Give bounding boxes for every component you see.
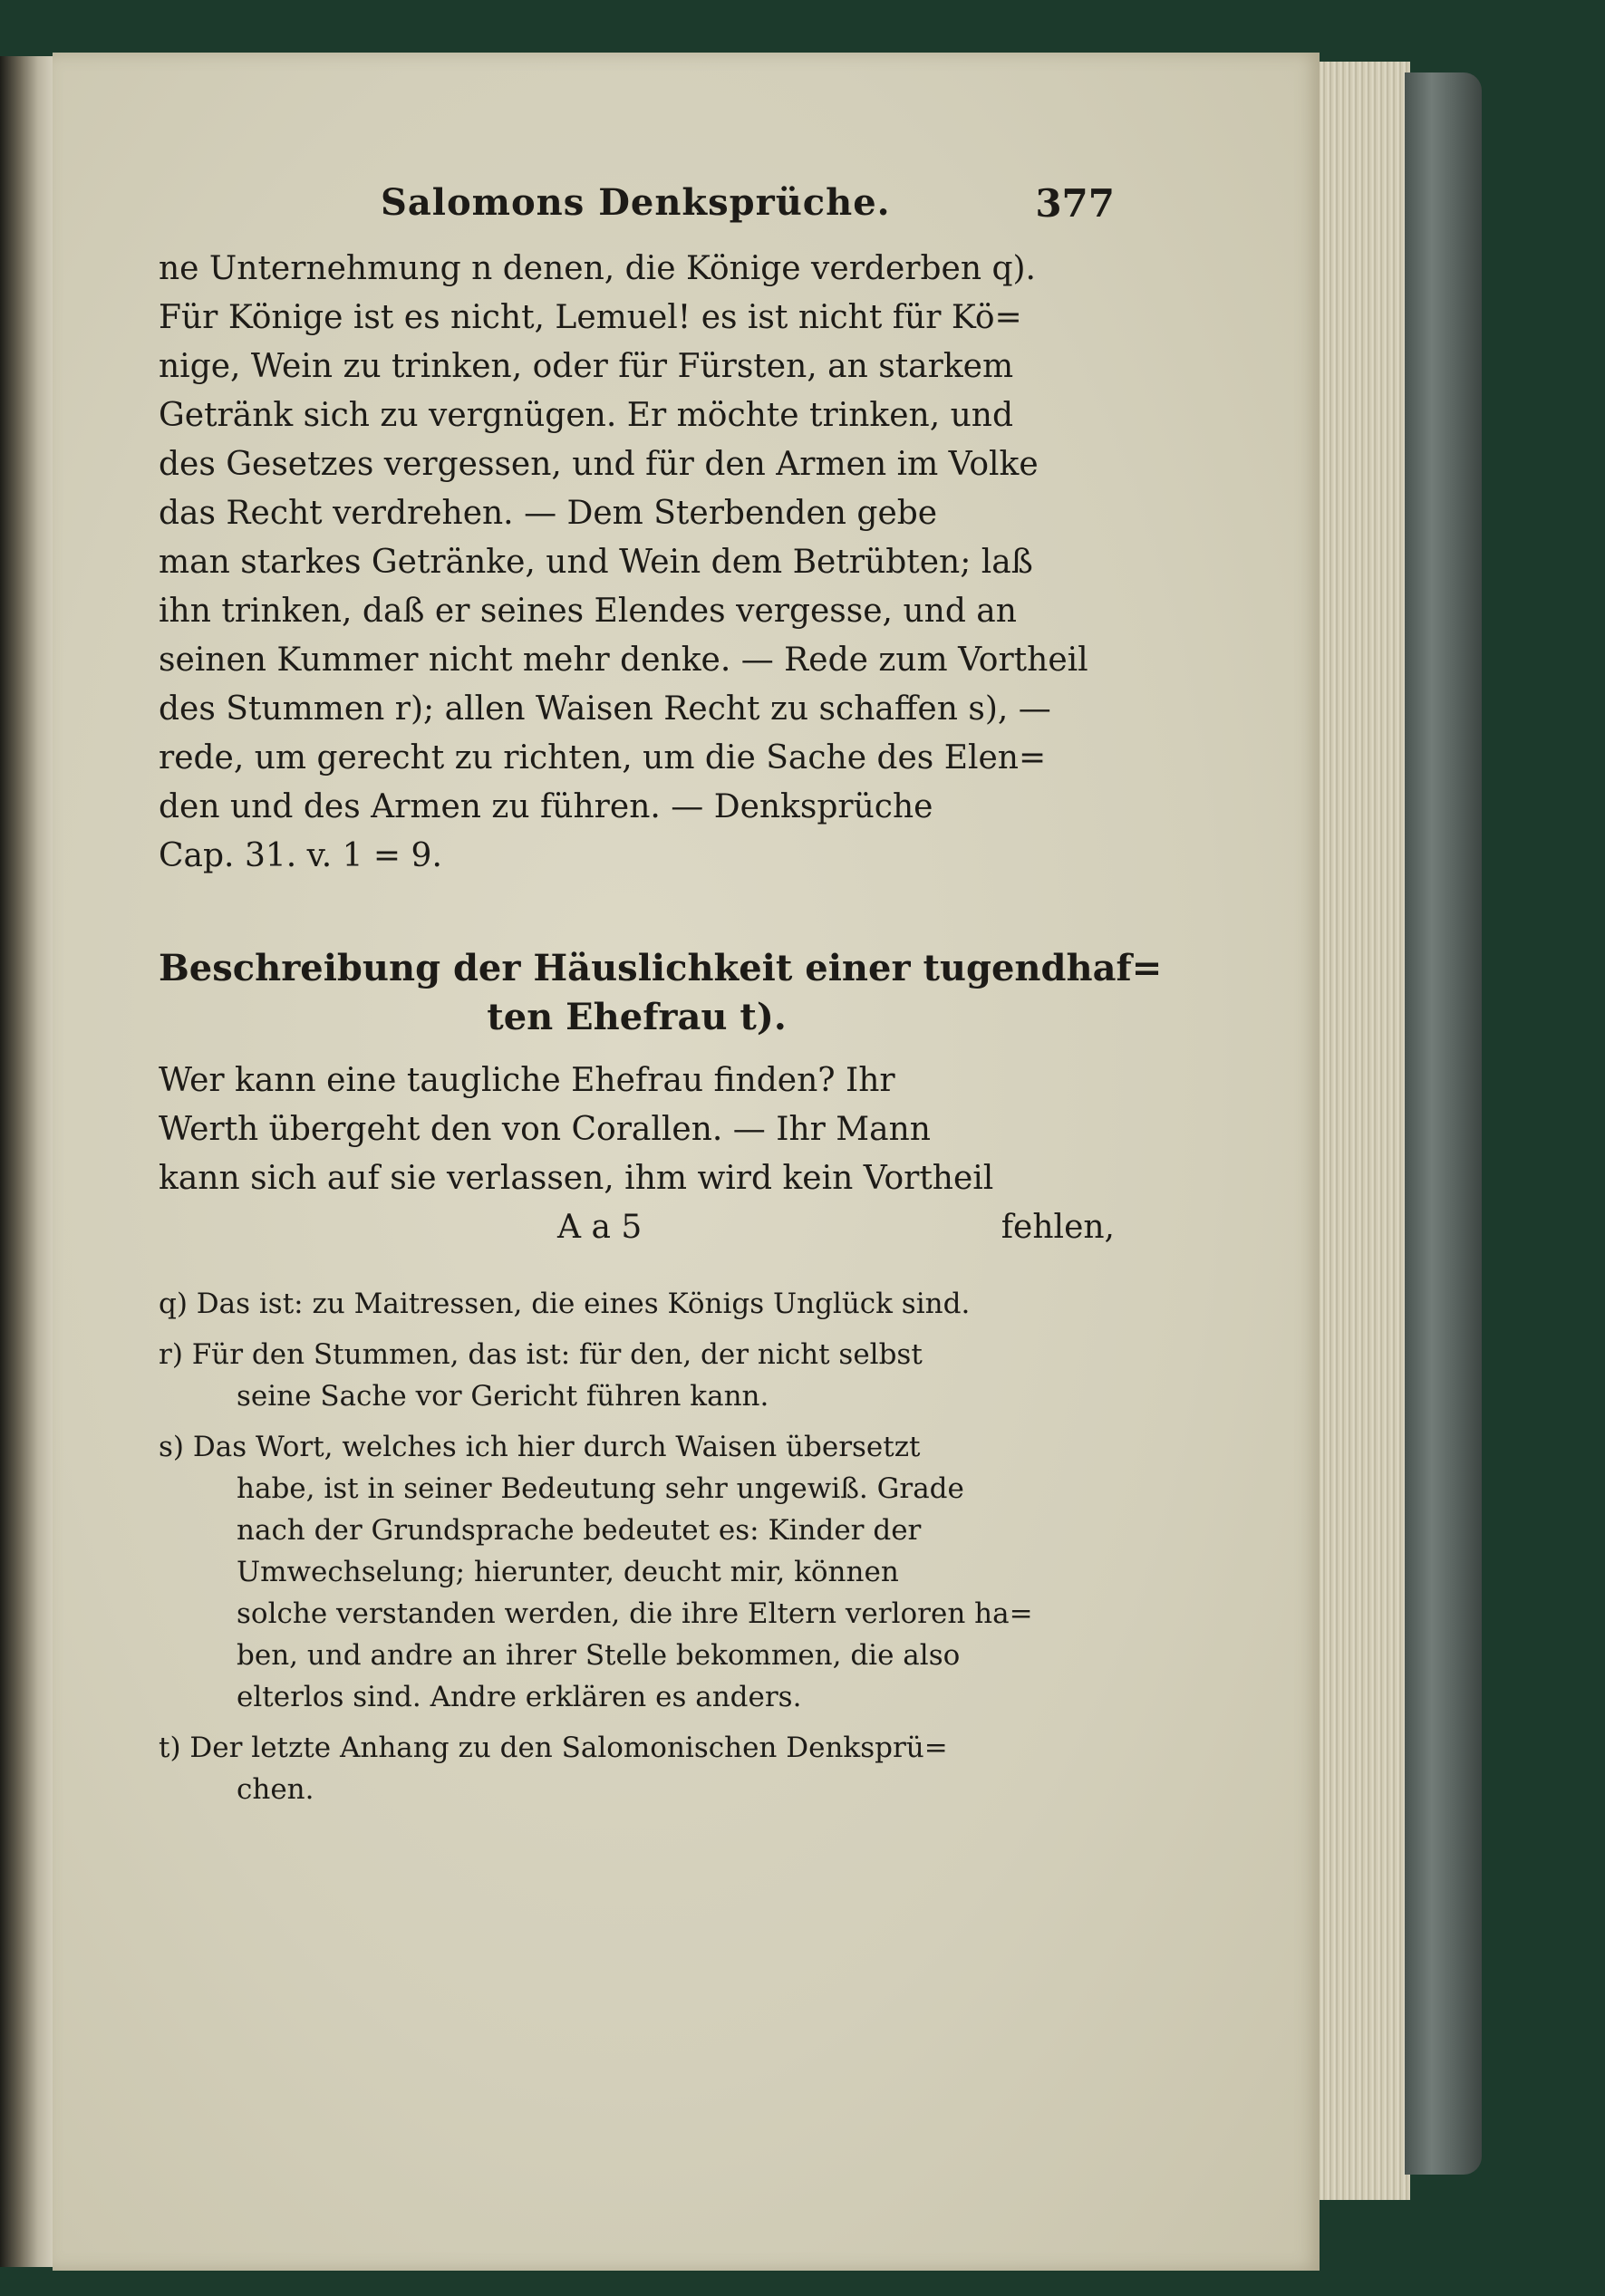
text-line: Werth übergeht den von Corallen. — Ihr Mann	[159, 1111, 931, 1148]
footnote-t	[159, 1727, 1115, 1810]
text-line: ihn trinken, daß er seines Elendes vergesse, und an	[159, 593, 1017, 630]
running-title: Salomons Denksprüche.	[381, 181, 891, 224]
text-line: Getränk sich zu vergnügen. Er möchte trinken, und	[159, 397, 1013, 434]
page-block-edges	[1320, 62, 1410, 2200]
text-line: man starkes Getränke, und Wein dem Betrübten; laß	[159, 544, 1033, 581]
text-line: des Stummen r); allen Waisen Recht zu schaffen s), —	[159, 690, 1051, 728]
footnote-line: Umwechselung; hierunter, deucht mir, können	[237, 1556, 899, 1588]
text-line: kann sich auf sie verlassen, ihm wird kein Vortheil	[159, 1160, 994, 1197]
page-content	[159, 181, 1163, 1819]
footnote-line: chen.	[237, 1773, 314, 1806]
paragraph-1	[159, 245, 1115, 881]
text-line: den und des Armen zu führen. — Denksprüche	[159, 788, 933, 825]
catchword: fehlen,	[1001, 1209, 1115, 1246]
text-line: des Gesetzes vergessen, und für den Armen im Volke	[159, 446, 1039, 483]
footnote-line: seine Sache vor Gericht führen kann.	[237, 1380, 769, 1413]
printer-signature: A a 5	[557, 1209, 643, 1246]
text-line: Für Könige ist es nicht, Lemuel! es ist nicht für Kö=	[159, 299, 1022, 336]
footnote-s	[159, 1426, 1115, 1718]
text-line: Cap. 31. v. 1 = 9.	[159, 837, 442, 874]
text-line: ne Unternehmung n denen, die Könige verderben q).	[159, 250, 1036, 287]
page-number: 377	[1035, 181, 1115, 226]
footnote-line: nach der Grundsprache bedeutet es: Kinder der	[237, 1514, 922, 1547]
footnote-line: elterlos sind. Andre erklären es anders.	[237, 1681, 802, 1713]
footnote-q	[159, 1283, 1115, 1325]
text-line: Wer kann eine taugliche Ehefrau finden? Ihr	[159, 1062, 895, 1099]
footnote-line: r) Für den Stummen, das ist: für den, der nicht selbst	[159, 1338, 923, 1371]
footnote-line: q) Das ist: zu Maitressen, die eines Königs Unglück sind.	[159, 1288, 971, 1320]
text-line: nige, Wein zu trinken, oder für Fürsten, an starkem	[159, 348, 1014, 385]
text-line: seinen Kummer nicht mehr denke. — Rede zum Vortheil	[159, 642, 1088, 679]
paragraph-2	[159, 1056, 1115, 1203]
facing-page-edge	[0, 56, 54, 2267]
heading-line: Beschreibung der Häuslichkeit einer tugendhaf=	[159, 947, 1163, 989]
footnote-line: t) Der letzte Anhang zu den Salomonischen Denksprü=	[159, 1732, 948, 1764]
signature-line	[159, 1203, 1115, 1252]
section-heading	[159, 944, 1163, 1042]
running-head	[159, 181, 1115, 245]
heading-line: ten Ehefrau t).	[487, 996, 787, 1038]
footnote-r	[159, 1334, 1115, 1417]
text-line: rede, um gerecht zu richten, um die Sache des Elen=	[159, 739, 1047, 777]
footnote-line: solche verstanden werden, die ihre Eltern verloren ha=	[237, 1597, 1033, 1630]
footnote-line: s) Das Wort, welches ich hier durch Waisen übersetzt	[159, 1431, 921, 1463]
footnotes	[159, 1283, 1115, 1810]
footnote-line: habe, ist in seiner Bedeutung sehr ungewiß. Grade	[237, 1472, 964, 1505]
book-spine	[1405, 72, 1482, 2175]
text-line: das Recht verdrehen. — Dem Sterbenden gebe	[159, 495, 938, 532]
footnote-line: ben, und andre an ihrer Stelle bekommen, die also	[237, 1639, 961, 1672]
